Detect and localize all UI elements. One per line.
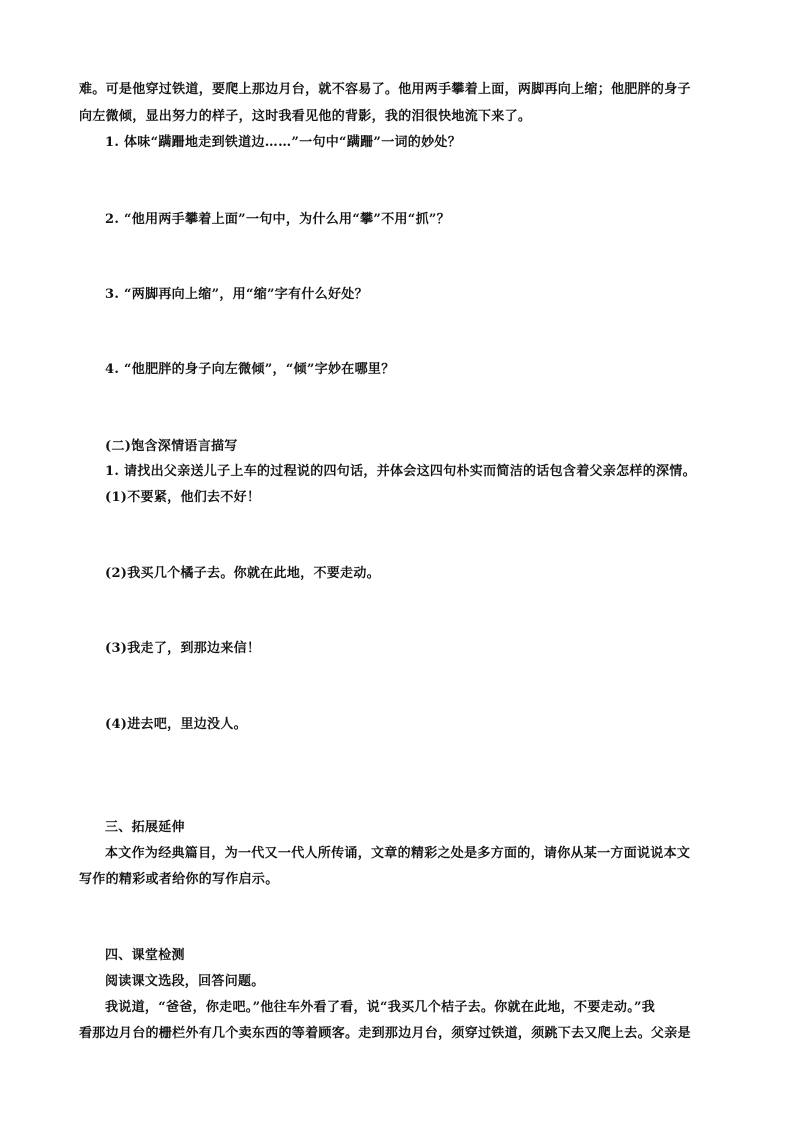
quote-3: (3)我走了，到那边来信！ — [105, 641, 261, 656]
question-3: 3. “两脚再向上缩”，用“缩”字有什么好处？ — [105, 287, 368, 302]
question-4: 4. “他肥胖的身子向左微倾”，“倾”字妙在哪里？ — [105, 362, 395, 377]
quote-4: (4)进去吧，里边没人。 — [105, 717, 247, 732]
quote-1: (1)不要紧，他们去不好！ — [105, 490, 261, 505]
extension-line-2: 写作的精彩或者给你的写作启示。 — [79, 872, 279, 887]
class-test-instruction: 阅读课文选段，回答问题。 — [105, 974, 265, 989]
extension-line-1: 本文作为经典篇目，为一代又一代人所传诵，文章的精彩之处是多方面的，请你从某一方面说说本文 — [105, 846, 691, 861]
section-b-question: 1. 请找出父亲送儿子上车的过程说的四句话，并体会这四句朴实而简洁的话包含着父亲怎样的深情。 — [105, 464, 696, 479]
excerpt-line-2: 看那边月台的栅栏外有几个卖东西的等着顾客。走到那边月台，须穿过铁道，须跳下去又爬上去。父亲是 — [79, 1026, 691, 1041]
quote-2: (2)我买几个橘子去。你就在此地，不要走动。 — [105, 566, 380, 581]
question-1: 1. 体味“蹒跚地走到铁道边……”一句中“蹒跚”一词的妙处？ — [105, 135, 462, 150]
passage-line-1: 难。可是他穿过铁道，要爬上那边月台，就不容易了。他用两手攀着上面，两脚再向上缩；他肥胖的身子 — [79, 82, 691, 97]
section-heading-class-test: 四、课堂检测 — [105, 948, 185, 963]
question-2: 2. “他用两手攀着上面”一句中，为什么用“攀”不用“抓”？ — [105, 212, 450, 227]
section-heading-extension: 三、拓展延伸 — [105, 820, 185, 835]
passage-line-2: 向左微倾，显出努力的样子，这时我看见他的背影，我的泪很快地流下来了。 — [79, 109, 532, 124]
excerpt-line-1: 我说道，“爸爸，你走吧。”他往车外看了看，说“我买几个桔子去。你就在此地，不要走动。”我 — [105, 1000, 656, 1015]
section-heading-emotional-language: (二)饱含深情语言描写 — [105, 439, 238, 454]
